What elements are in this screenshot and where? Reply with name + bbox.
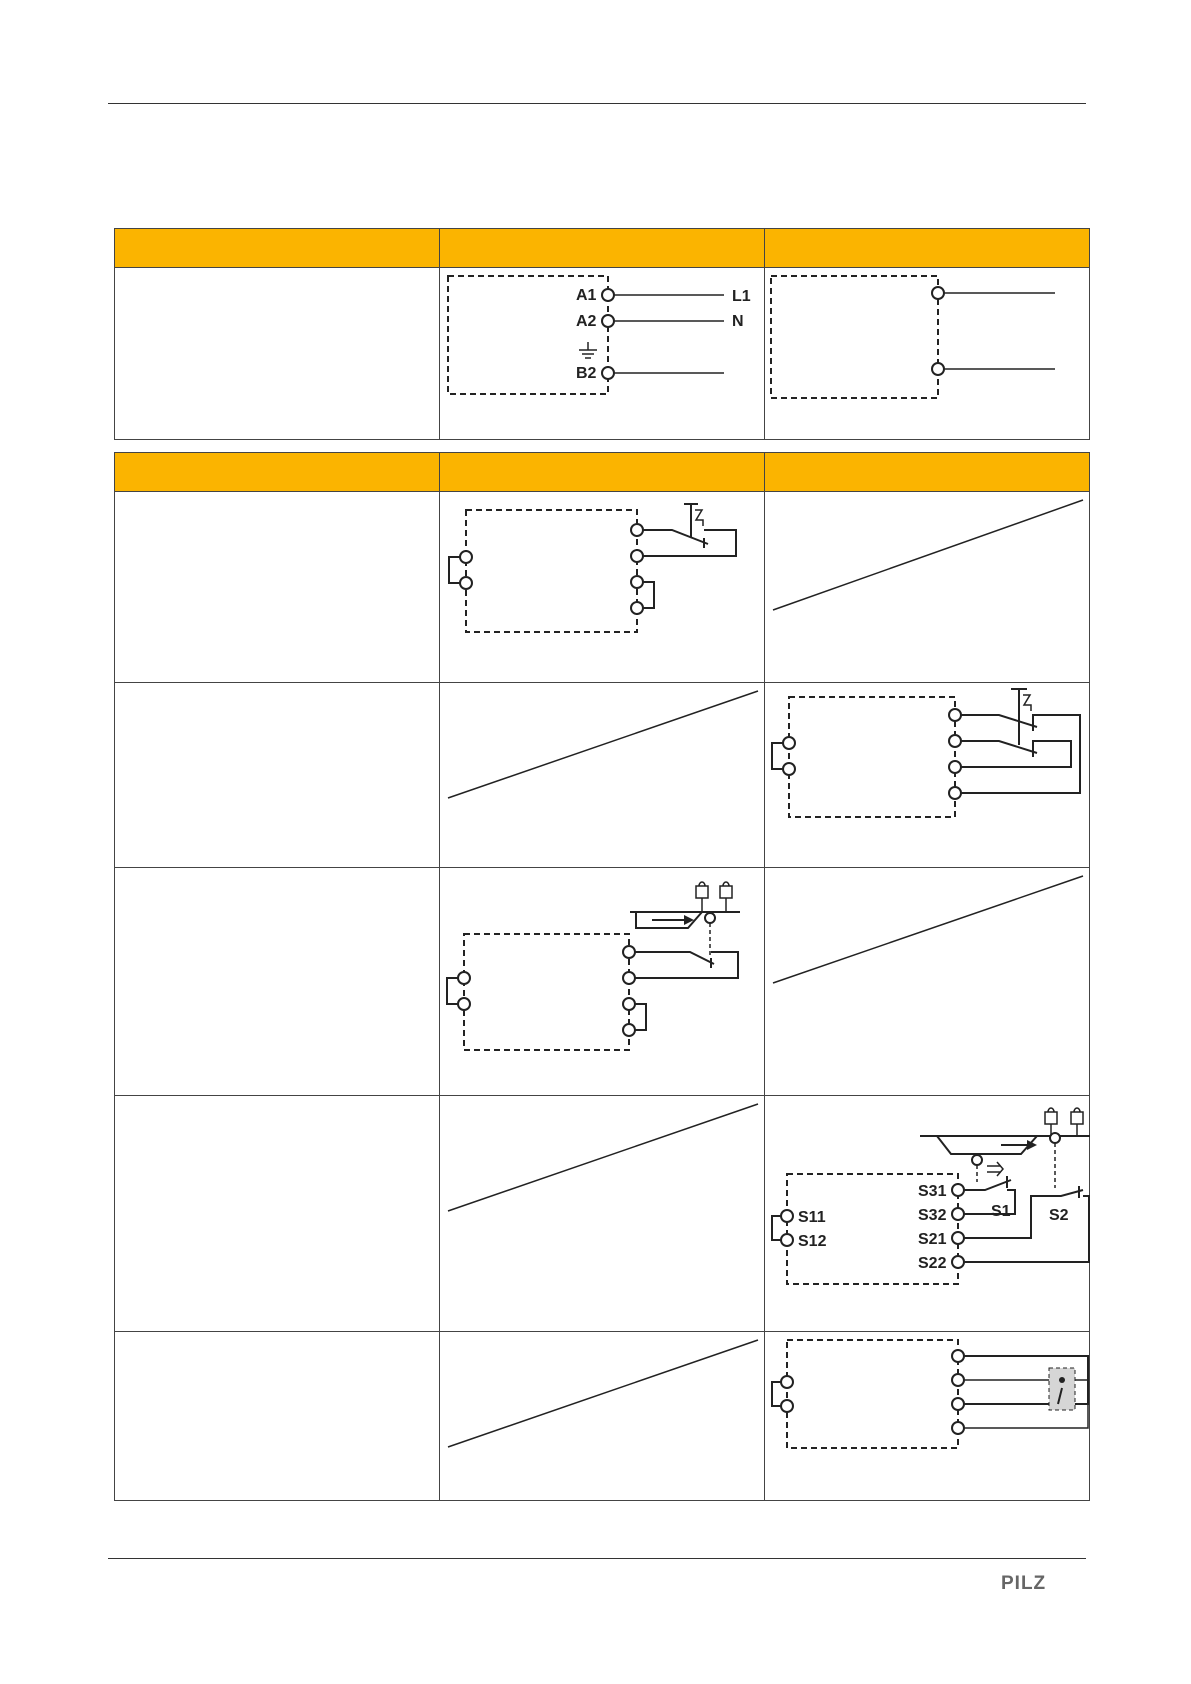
header-cell-3 xyxy=(765,453,1090,492)
table-header xyxy=(115,453,1090,492)
supply-l1: L1 xyxy=(732,288,751,305)
description-cell xyxy=(115,1332,440,1501)
header-cell-1 xyxy=(115,229,440,268)
supply-voltage-table xyxy=(114,228,1090,440)
footer-rule xyxy=(108,1558,1086,1559)
supply-n: N xyxy=(732,313,744,330)
terminal-b2: B2 xyxy=(576,365,597,382)
ac-wiring-diagram xyxy=(440,268,765,440)
header-cell-2 xyxy=(440,229,765,268)
input-circuit-table xyxy=(114,452,1090,1501)
table-header xyxy=(115,229,1090,268)
ground-icon xyxy=(579,342,597,358)
not-applicable-cell xyxy=(765,492,1090,683)
safety-gate-icon xyxy=(630,882,740,956)
table-row xyxy=(115,868,1090,1096)
table-row xyxy=(115,492,1090,683)
single-channel-gate-diagram xyxy=(440,868,765,1096)
description-cell xyxy=(115,268,440,440)
terminal-a2: A2 xyxy=(576,313,597,330)
single-channel-estop-diagram xyxy=(440,492,765,683)
emergency-stop-icon xyxy=(1011,689,1031,745)
table-row xyxy=(115,1096,1090,1332)
dual-channel-estop-diagram xyxy=(765,683,1090,868)
switch-s1: S1 xyxy=(991,1203,1011,1220)
description-cell xyxy=(115,1096,440,1332)
safety-gate-icon xyxy=(920,1108,1090,1188)
table-row xyxy=(115,268,1090,440)
terminal-s21: S21 xyxy=(918,1231,947,1248)
pilz-logo: PILZ xyxy=(1001,1573,1047,1594)
header-cell-1 xyxy=(115,453,440,492)
header-rule xyxy=(108,103,1086,104)
not-applicable-cell xyxy=(440,1096,765,1332)
not-applicable-cell xyxy=(440,1332,765,1501)
description-cell xyxy=(115,683,440,868)
description-cell xyxy=(115,868,440,1096)
description-cell xyxy=(115,492,440,683)
header-cell-2 xyxy=(440,453,765,492)
switch-s2: S2 xyxy=(1049,1207,1069,1224)
terminal-s12: S12 xyxy=(798,1233,827,1250)
table-row xyxy=(115,1332,1090,1501)
header-cell-3 xyxy=(765,229,1090,268)
dual-channel-gate-diagram xyxy=(765,1096,1090,1332)
terminal-s31: S31 xyxy=(918,1183,947,1200)
not-applicable-cell xyxy=(440,683,765,868)
not-applicable-cell xyxy=(765,868,1090,1096)
light-curtain-diagram xyxy=(765,1332,1090,1501)
dc-wiring-diagram xyxy=(765,268,1090,440)
emergency-stop-icon xyxy=(684,504,703,537)
terminal-s11: S11 xyxy=(798,1209,826,1226)
terminal-s22: S22 xyxy=(918,1255,947,1272)
table-row xyxy=(115,683,1090,868)
terminal-s32: S32 xyxy=(918,1207,947,1224)
ossd-switch-icon xyxy=(1049,1368,1075,1410)
terminal-a1: A1 xyxy=(576,287,597,304)
